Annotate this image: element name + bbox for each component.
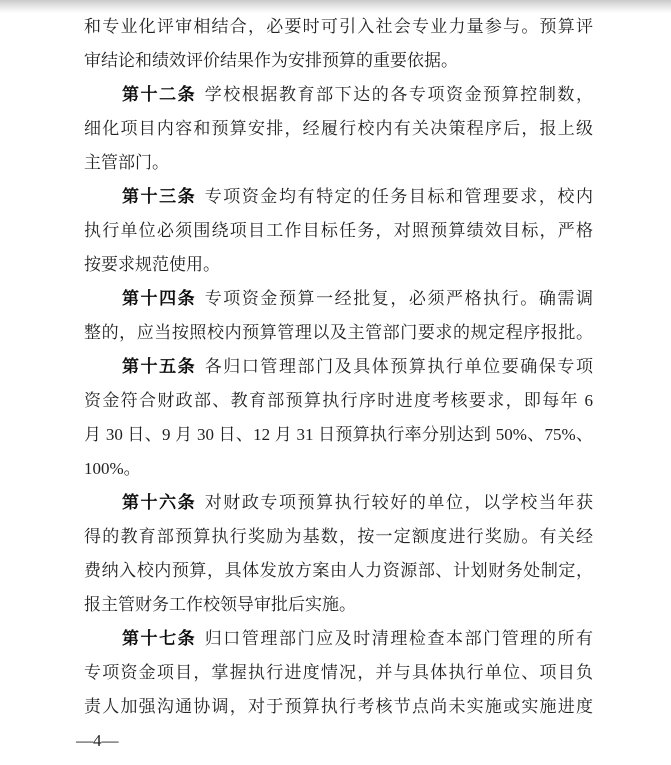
text-line: 得的教育部预算执行奖励为基数，按一定额度进行奖励。有关经 <box>84 527 593 546</box>
article-number: 第十六条 <box>122 493 197 512</box>
document-body <box>76 10 593 758</box>
article-number: 第十七条 <box>122 629 197 648</box>
text-line: 费纳入校内预算，具体发放方案由人力资源部、计划财务处制定， <box>84 561 593 580</box>
text-line: 责人加强沟通协调，对于预算执行考核节点尚未实施或实施进度 <box>84 697 593 716</box>
text-line: 月 30 日、9 月 30 日、12 月 31 日预算执行率分别达到 50%、75%、 <box>84 425 593 444</box>
text-line: 第十七条 归口管理部门应及时清理检查本部门管理的所有 <box>122 629 593 648</box>
text-line: 专项资金项目，掌握执行进度情况，并与具体执行单位、项目负 <box>84 663 593 682</box>
text-line: 第十五条 各归口管理部门及具体预算执行单位要确保专项 <box>122 357 593 376</box>
article-number: 第十二条 <box>122 85 197 104</box>
text-line: 第十二条 学校根据教育部下达的各专项资金预算控制数， <box>122 85 593 104</box>
text-line: 资金符合财政部、教育部预算执行序时进度考核要求，即每年 6 <box>84 391 593 410</box>
text-line: 审结论和绩效评价结果作为安排预算的重要依据。 <box>84 51 458 70</box>
text-line: 100%。 <box>84 459 141 478</box>
text-line: 第十四条 专项资金预算一经批复，必须严格执行。确需调 <box>122 289 593 308</box>
text-line: 和专业化评审相结合，必要时可引入社会专业力量参与。预算评 <box>84 17 593 36</box>
page-number: —4— <box>76 731 119 750</box>
text-line: 报主管财务工作校领导审批后实施。 <box>84 595 356 614</box>
text-line: 按要求规范使用。 <box>84 255 220 274</box>
text-line: 主管部门。 <box>84 153 169 172</box>
text-line: 细化项目内容和预算安排，经履行校内有关决策程序后，报上级 <box>84 119 593 138</box>
text-line: 执行单位必须围绕项目工作目标任务，对照预算绩效目标，严格 <box>84 221 593 240</box>
text-line: 整的，应当按照校内预算管理以及主管部门要求的规定程序报批。 <box>84 323 593 342</box>
text-line: 第十三条 专项资金均有特定的任务目标和管理要求，校内 <box>122 187 593 206</box>
article-number: 第十五条 <box>122 357 197 376</box>
article-number: 第十三条 <box>122 187 197 206</box>
paragraphs-container <box>84 10 593 724</box>
text-line: 第十六条 对财政专项预算执行较好的单位，以学校当年获 <box>122 493 593 512</box>
article-number: 第十四条 <box>122 289 197 308</box>
